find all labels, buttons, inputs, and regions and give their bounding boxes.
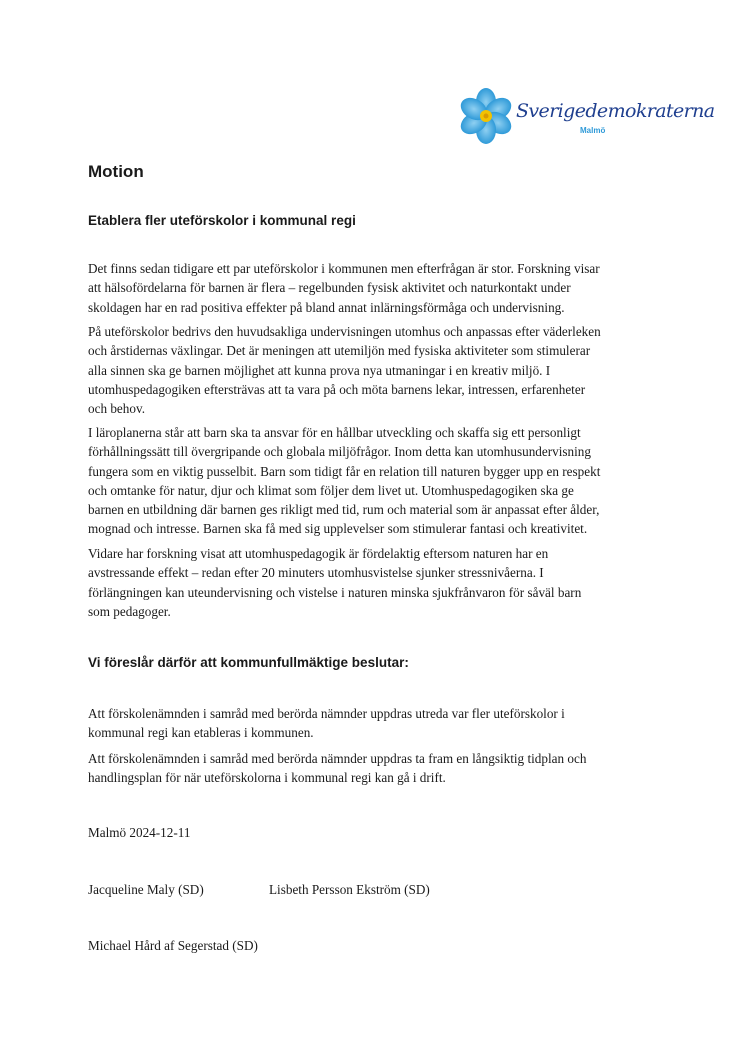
party-logo	[458, 88, 715, 150]
text-line: fungera som en viktig pusselbit. Barn som tidigt får en relation till naturen bygger upp en respekt	[88, 463, 601, 479]
body-paragraph	[88, 423, 668, 539]
party-name: Sverigedemokraterna	[516, 100, 715, 122]
text-line: I läroplanerna står att barn ska ta ansvar för en hållbar utveckling och skaffa sig ett personligt	[88, 425, 581, 440]
anemone-flower-icon	[458, 88, 514, 144]
signatory: Michael Hård af Segerstad (SD)	[88, 938, 258, 953]
document-type-heading: Motion	[88, 162, 144, 181]
text-line: Att förskolenämnden i samråd med berörda nämnder uppdras utreda var fler uteförskolor i	[88, 706, 565, 721]
body-paragraph	[88, 259, 668, 317]
body-paragraph	[88, 544, 668, 621]
proposal-item	[88, 749, 668, 788]
proposal-heading: Vi föreslår därför att kommunfullmäktige beslutar:	[88, 655, 409, 670]
text-line: skoldagen har en rad positiva effekter på bland annat inlärningsförmåga och undervisning.	[88, 299, 565, 315]
text-line: alla sinnen ska ge barnen möjlighet att kunna prova nya utmaningar i en kreativ miljö. I	[88, 362, 551, 378]
text-line: som pedagoger.	[88, 603, 171, 619]
text-line: och omtanke för natur, djur och klimat som följer dem livet ut. Utomhuspedagogiken ska ge	[88, 482, 574, 498]
text-line: förlängningen kan uteundervisning och vistelse i naturen minska sjukfrånvaron för såväl barn	[88, 584, 582, 600]
signatory: Jacqueline Maly (SD)	[88, 882, 204, 897]
text-line: och behov.	[88, 401, 146, 417]
place-date: Malmö 2024-12-11	[88, 825, 191, 840]
text-line: barnen en utbildning där barnen ges rikligt med tid, rum och material som är anpassat efter ålder,	[88, 502, 600, 518]
body-paragraph	[88, 322, 668, 418]
text-line: att hälsofördelarna för barnen är flera – regelbunden fysisk aktivitet och naturkontakt under	[88, 280, 571, 296]
text-line: handlingsplan för när uteförskolorna i kommunal regi kan gå i drift.	[88, 770, 446, 786]
text-line: förhållningssätt till övergripande och globala miljöfrågor. Inom detta kan utomhusundervisning	[88, 444, 591, 460]
text-line: Att förskolenämnden i samråd med berörda nämnder uppdras ta fram en långsiktig tidplan och	[88, 751, 587, 766]
text-line: utomhuspedagogiken eftersträvas att ta vara på och möta barnens lekar, intressen, erfarenheter	[88, 381, 586, 397]
text-line: mognad och intresse. Barnen ska få med sig upplevelser som stimulerar fantasi och kreativitet.	[88, 521, 588, 537]
proposal-item	[88, 704, 668, 743]
document-title: Etablera fler uteförskolor i kommunal regi	[88, 213, 356, 228]
text-line: och årstidernas växlingar. Det är meningen att utemiljön med fysiska aktiviteter som stimulerar	[88, 343, 591, 359]
text-line: avstressande effekt – redan efter 20 minuters utomhusvistelse sjunker stressnivåerna. I	[88, 565, 544, 581]
text-line: Det finns sedan tidigare ett par uteförskolor i kommunen men efterfrågan är stor. Forskning visar	[88, 261, 600, 276]
text-line: Vidare har forskning visat att utomhuspedagogik är fördelaktig eftersom naturen har en	[88, 546, 549, 561]
signatory: Lisbeth Persson Ekström (SD)	[269, 882, 430, 897]
text-line: På uteförskolor bedrivs den huvudsakliga undervisningen utomhus och anpassas efter väderleken	[88, 324, 601, 339]
party-city: Malmö	[580, 126, 606, 135]
text-line: kommunal regi kan etableras i kommunen.	[88, 725, 314, 741]
